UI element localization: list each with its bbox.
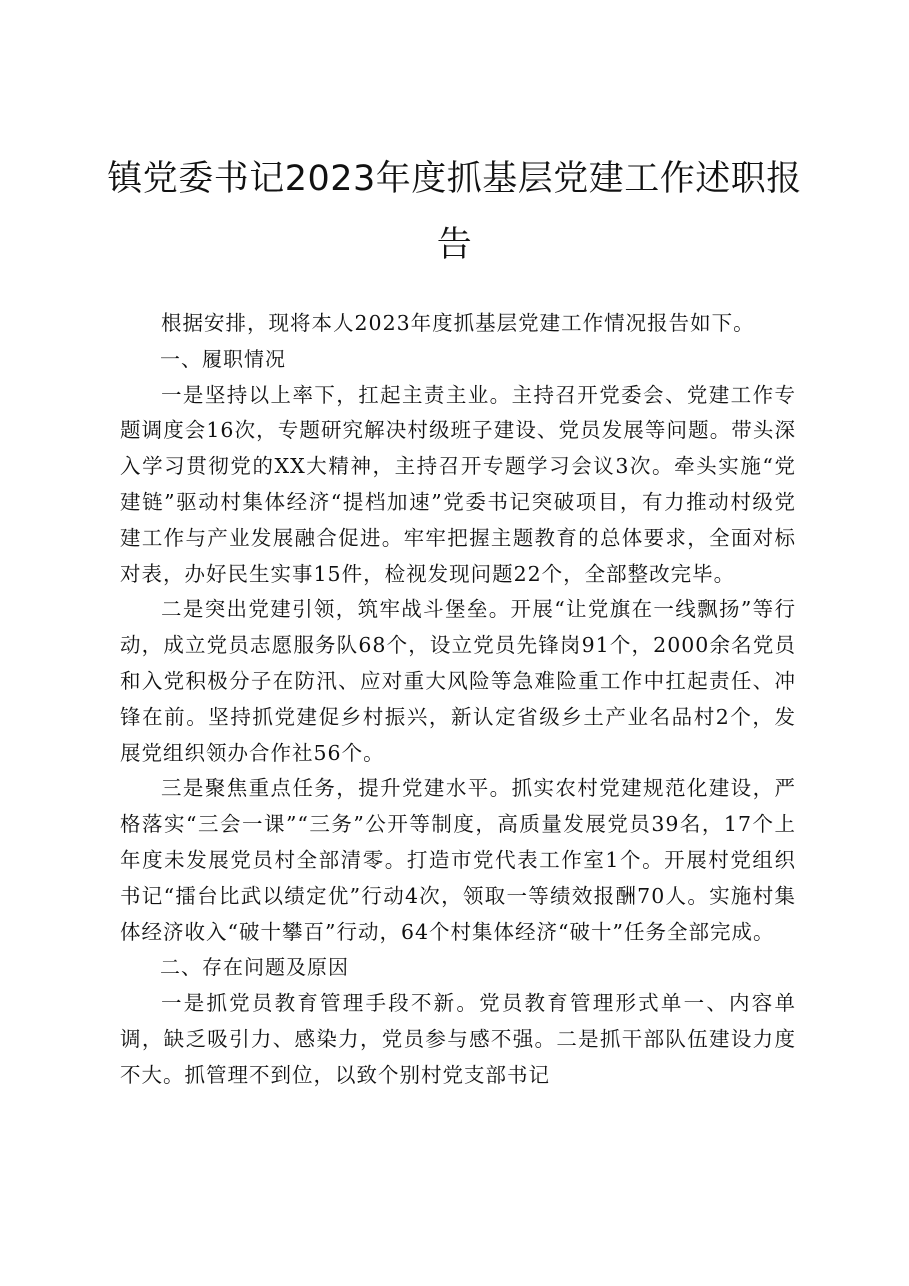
paragraph-duty-2: 二是突出党建引领，筑牢战斗堡垒。开展“让党旗在一线飘扬”等行动，成立党员志愿服务队68个，设立党员先锋岗91个，2000余名党员和入党积极分子在防汛、应对重大风险等急难险重工作中扛起责任、冲锋在前。坚持抓党建促乡村振兴，新认定省级乡土产业名品村2个，发展党组织领办合作社56个。 (120, 597, 796, 765)
paragraph-problems: 一是抓党员教育管理手段不新。党员教育管理形式单一、内容单调，缺乏吸引力、感染力，党员参与感不强。二是抓干部队伍建设力度不大。抓管理不到位，以致个别村党支部书记 (120, 991, 796, 1087)
section-heading-duties: 一、履职情况 (160, 346, 286, 371)
document-body (120, 306, 796, 1094)
intro-paragraph: 根据安排，现将本人2023年度抓基层党建工作情况报告如下。 (161, 311, 755, 335)
paragraph-duty-3: 三是聚焦重点任务，提升党建水平。抓实农村党建规范化建设，严格落实“三会一课”“三务”公开等制度，高质量发展党员39名，17个上年度未发展党员村全部清零。打造市党代表工作室1个。开展村党组织书记“擂台比武以绩定优”行动4次，领取一等绩效报酬70人。实施村集体经济收入“破十攀百”行动，64个村集体经济“破十”任务全部完成。 (120, 776, 796, 944)
paragraph-duty-1: 一是坚持以上率下，扛起主责主业。主持召开党委会、党建工作专题调度会16次，专题研究解决村级班子建设、党员发展等问题。带头深入学习贯彻党的XX大精神，主持召开专题学习会议3次。牵头实施“党建链”驱动村集体经济“提档加速”党委书记突破项目，有力推动村级党建工作与产业发展融合促进。牢牢把握主题教育的总体要求，全面对标对表，办好民生实事15件，检视发现问题22个，全部整改完毕。 (120, 382, 796, 586)
section-heading-problems: 二、存在问题及原因 (160, 955, 349, 980)
document-title: 镇党委书记2023年度抓基层党建工作述职报告 (107, 159, 802, 265)
